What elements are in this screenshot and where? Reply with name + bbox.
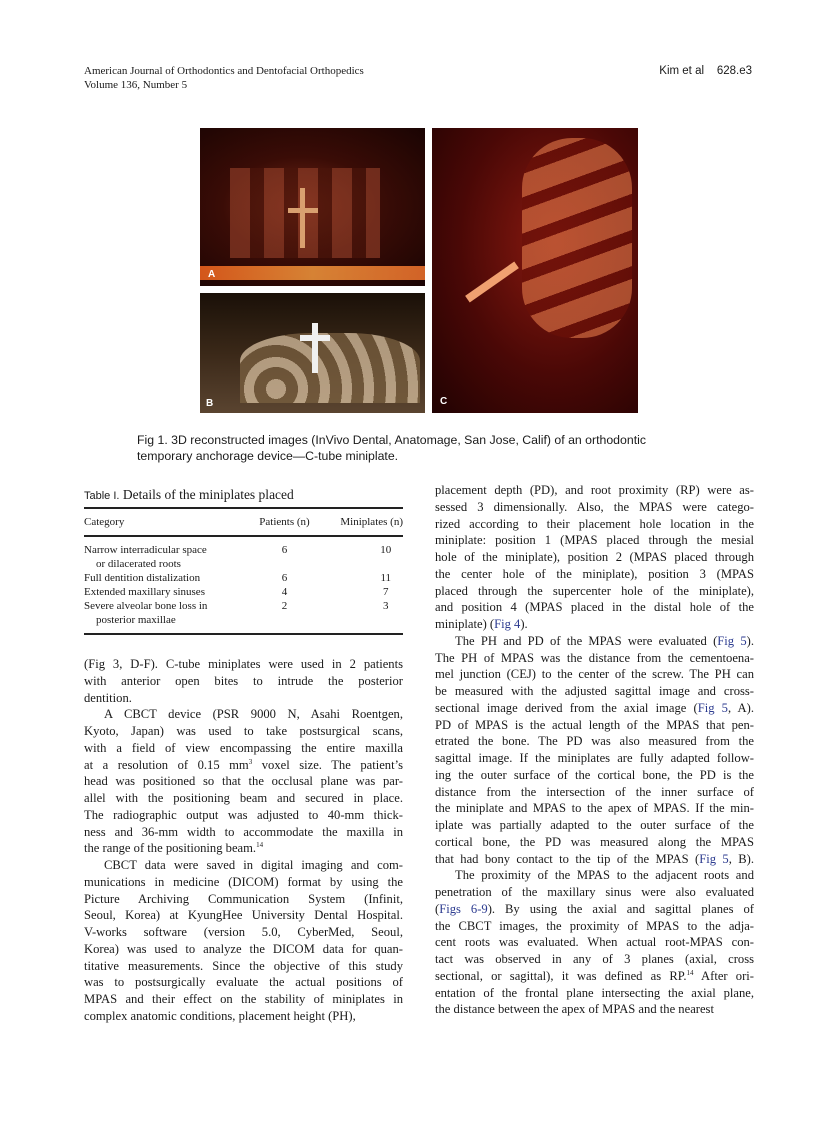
figure-reference-link[interactable]: Fig 5 <box>699 851 729 866</box>
text-span: be measured with the adjusted sagittal image and cross- <box>435 684 754 698</box>
table-1 <box>84 487 403 635</box>
running-header <box>84 64 364 92</box>
page-info <box>659 64 752 78</box>
figure-reference-link[interactable]: Fig 5 <box>717 633 747 648</box>
text-span: entation of the frontal plane intersecting the axial plane, <box>435 985 754 1000</box>
text-span: ness and 36-mm width to accommodate the maxilla in <box>84 824 403 839</box>
miniplates-table <box>84 507 403 635</box>
text-span: sagittal image. If the miniplates are fully adapted follow- <box>435 751 754 765</box>
table-cell: 10 <box>380 544 392 556</box>
text-line <box>435 733 754 750</box>
text-line <box>84 740 403 757</box>
text-line <box>84 706 403 723</box>
text-span: (Fig 3, D-F). C-tube miniplates were used in 2 patients <box>84 657 403 671</box>
text-line <box>84 991 403 1008</box>
text-line <box>435 851 754 868</box>
text-span: cent roots was evaluated. When actual root-MPAS con- <box>435 935 754 950</box>
table-cell: 3 <box>382 600 389 612</box>
citation-superscript: 14 <box>256 841 264 850</box>
text-span: placement depth (PD), and root proximity (RP) were as- <box>435 483 754 497</box>
text-span: tact was observed in any of 3 planes (axial, cross <box>435 952 754 966</box>
text-line <box>84 974 403 991</box>
column-header: Patients (n) <box>259 516 310 528</box>
text-span: head was positioned so that the occlusal plane was par- <box>84 774 403 789</box>
text-line <box>435 867 754 884</box>
text-span: hole of the miniplate), position 2 (MPAS placed through <box>435 550 754 564</box>
text-span: V-works software (version 5.0, CyberMed, Seoul, <box>84 925 403 939</box>
text-line <box>84 757 403 774</box>
text-line <box>84 857 403 874</box>
text-line <box>84 790 403 807</box>
text-span: ing the outer surface of the cortical bone, the PD is the <box>435 767 754 782</box>
figure-panel-c <box>432 128 638 413</box>
text-line <box>435 549 754 566</box>
table-row <box>84 571 403 585</box>
table-cell: 6 <box>281 544 288 556</box>
table-cell <box>318 557 403 571</box>
text-span: that had bony contact to the tip of the MPAS ( <box>435 851 700 866</box>
text-line <box>435 918 754 935</box>
text-span: titative measurements. Since the objective of this study <box>84 958 403 973</box>
figure-reference-link[interactable]: Figs 6-9 <box>439 901 488 916</box>
text-line <box>435 951 754 968</box>
text-line <box>84 773 403 790</box>
table-cell <box>318 613 403 634</box>
table-cell <box>250 557 318 571</box>
text-line <box>435 717 754 734</box>
text-span: with a field of view encompassing the entire maxilla <box>84 740 403 755</box>
text-line <box>435 482 754 499</box>
text-span: Picture Archiving Communication System (Infinit, <box>84 891 403 906</box>
text-span: PD of MPAS is the actual length of the MPAS that pen- <box>435 717 754 732</box>
text-span: Korea) was used to analyze the DICOM data for quan- <box>84 941 403 956</box>
text-line <box>435 968 754 985</box>
table-cell: 11 <box>380 572 392 584</box>
figure-reference-link[interactable]: Fig 5 <box>697 700 728 715</box>
text-span: at a resolution of 0.15 mm <box>84 757 249 772</box>
text-line <box>435 599 754 616</box>
text-span: Kyoto, Japan) was used to take postsurgical scans, <box>84 724 403 738</box>
text-span: ( <box>435 901 440 916</box>
text-line <box>84 891 403 908</box>
text-span: mel junction (CEJ) to the center of the screw. The PH can <box>435 667 754 682</box>
text-line <box>84 874 403 891</box>
column-header: Category <box>84 516 125 528</box>
text-span: A CBCT device (PSR 9000 N, Asahi Roentgen, <box>104 707 403 722</box>
text-line <box>84 723 403 740</box>
text-span: dentition. <box>84 690 132 705</box>
text-span: Seoul, Korea) at KyungHee University Dental Hospital. <box>84 908 403 923</box>
table-row <box>84 613 403 634</box>
text-span: , B). <box>728 851 754 866</box>
text-line <box>435 767 754 784</box>
text-span: voxel size. The patient’s <box>252 757 403 772</box>
text-span: iplate was partially adapted to the outer surface of the <box>435 818 754 832</box>
text-line <box>435 817 754 834</box>
table-cell: 7 <box>382 586 389 598</box>
text-span: the distance between the apex of MPAS and the nearest <box>435 1002 714 1017</box>
text-span: was to postsurgically evaluate the actual positions of <box>84 975 403 990</box>
panel-label-c: C <box>440 396 448 407</box>
table-row <box>84 557 403 571</box>
panel-label-b: B <box>206 398 214 409</box>
panel-label-a: A <box>208 269 216 280</box>
text-span: The proximity of the MPAS to the adjacent roots and <box>455 868 754 883</box>
text-line <box>435 884 754 901</box>
text-span: , A). <box>727 700 754 715</box>
text-span: placed through the supercenter hole of the miniplate), <box>435 583 754 598</box>
left-column-text <box>84 656 403 1025</box>
table-cell <box>250 613 318 634</box>
table-caption: Details of the miniplates placed <box>122 487 294 502</box>
text-line <box>435 666 754 683</box>
figure-caption <box>137 432 717 464</box>
text-span: penetration of the maxillary sinus were also evaluated <box>435 885 754 899</box>
figure-reference-link[interactable]: Fig 4 <box>494 617 521 631</box>
text-line <box>435 650 754 667</box>
text-line <box>435 985 754 1002</box>
table-label: Table I. <box>84 490 120 502</box>
text-span: complex anatomic conditions, placement height (PH), <box>84 1008 356 1023</box>
text-line <box>435 784 754 801</box>
text-line <box>435 499 754 516</box>
text-span: miniplate: position 1 (MPAS placed through the mesial <box>435 533 754 548</box>
text-line <box>84 824 403 841</box>
text-span: distance from the intersection of the inner surface of <box>435 784 754 799</box>
text-span: After ori- <box>693 968 754 983</box>
text-span: sectional image derived from the axial image ( <box>435 700 698 715</box>
text-span: the CBCT images, the proximity of MPAS to the adja- <box>435 918 754 933</box>
caption-line: Fig 1. 3D reconstructed images (InVivo Dental, Anatomage, San Jose, Calif) of an orthodontic <box>137 433 646 447</box>
text-line <box>435 532 754 549</box>
text-span: CBCT data were saved in digital imaging and com- <box>104 858 403 872</box>
text-span: ). <box>746 633 754 648</box>
table-row <box>84 536 403 557</box>
table-cell: Narrow interradicular space <box>84 544 207 556</box>
table-cell: or dilacerated roots <box>96 558 181 570</box>
page-number: 628.e3 <box>716 65 752 77</box>
text-span: allel with the positioning beam and secured in place. <box>84 791 403 805</box>
text-line <box>435 633 754 650</box>
text-span: and position 4 (MPAS placed in the distal hole of the <box>435 600 754 615</box>
table-cell: posterior maxillae <box>96 614 176 626</box>
caption-line: temporary anchorage device—C-tube miniplate. <box>137 449 399 463</box>
text-line <box>435 800 754 817</box>
citation-superscript: 14 <box>686 968 694 977</box>
text-span: The PH and PD of the MPAS were evaluated ( <box>455 633 718 648</box>
text-span: miniplate) ( <box>435 617 495 631</box>
authors: Kim et al <box>659 65 705 77</box>
text-line <box>435 834 754 851</box>
text-line <box>84 673 403 690</box>
table-cell: 4 <box>281 586 288 598</box>
text-line <box>84 690 403 707</box>
text-span: the miniplate and MPAS to the apex of MPAS. If the min- <box>435 801 754 816</box>
text-line <box>435 901 754 918</box>
table-row <box>84 585 403 599</box>
right-column-text <box>435 482 754 1018</box>
table-cell: 6 <box>281 572 288 584</box>
journal-name: American Journal of Orthodontics and Dentofacial Orthopedics <box>84 65 364 77</box>
text-span: sessed 3 dimensionally. Also, the MPAS were catego- <box>435 499 754 514</box>
text-span: MPAS and their effect on the stability of miniplates in <box>84 992 403 1006</box>
text-line <box>84 807 403 824</box>
citation-superscript: 3 <box>248 757 253 766</box>
text-line <box>435 566 754 583</box>
text-line <box>84 1008 403 1025</box>
text-line <box>84 840 403 857</box>
text-line <box>84 907 403 924</box>
text-span: rized according to their placement hole location in the <box>435 516 754 531</box>
text-line <box>435 583 754 600</box>
text-line <box>84 958 403 975</box>
table-cell: Severe alveolar bone loss in <box>84 600 208 612</box>
text-line <box>435 516 754 533</box>
text-line <box>435 616 754 633</box>
text-span: etrated the bone. The PD was also measured from the <box>435 734 754 749</box>
text-span: cortical bone, the PD was measured along the MPAS <box>435 834 754 849</box>
text-line <box>435 1001 754 1018</box>
text-span: munications in medicine (DICOM) format by using the <box>84 874 403 889</box>
text-span: sectional, or sagittal), it was defined as RP. <box>435 968 687 983</box>
table-title <box>84 487 403 503</box>
text-span: ). <box>520 617 528 631</box>
text-span: the range of the positioning beam. <box>84 841 257 856</box>
table-cell: Extended maxillary sinuses <box>84 586 205 598</box>
figure-panel-b <box>200 293 425 413</box>
text-span: ). By using the axial and sagittal planes of <box>487 901 754 916</box>
column-header: Miniplates (n) <box>340 516 403 528</box>
text-span: The radiographic output was adjusted to 40-mm thick- <box>84 807 403 822</box>
table-cell: Full dentition distalization <box>84 572 201 584</box>
figure-panel-a <box>200 128 425 286</box>
text-line <box>435 683 754 700</box>
table-cell: 2 <box>281 600 288 612</box>
text-line <box>84 656 403 673</box>
journal-volume: Volume 136, Number 5 <box>84 79 188 91</box>
text-line <box>84 941 403 958</box>
text-line <box>84 924 403 941</box>
text-span: with anterior open bites to intrude the posterior <box>84 673 403 688</box>
text-line <box>435 700 754 717</box>
text-line <box>435 750 754 767</box>
table-row <box>84 599 403 613</box>
text-span: The PH of MPAS was the distance from the cementoena- <box>435 650 754 665</box>
text-span: the center hole of the miniplate), position 3 (MPAS <box>435 566 754 581</box>
text-line <box>435 934 754 951</box>
